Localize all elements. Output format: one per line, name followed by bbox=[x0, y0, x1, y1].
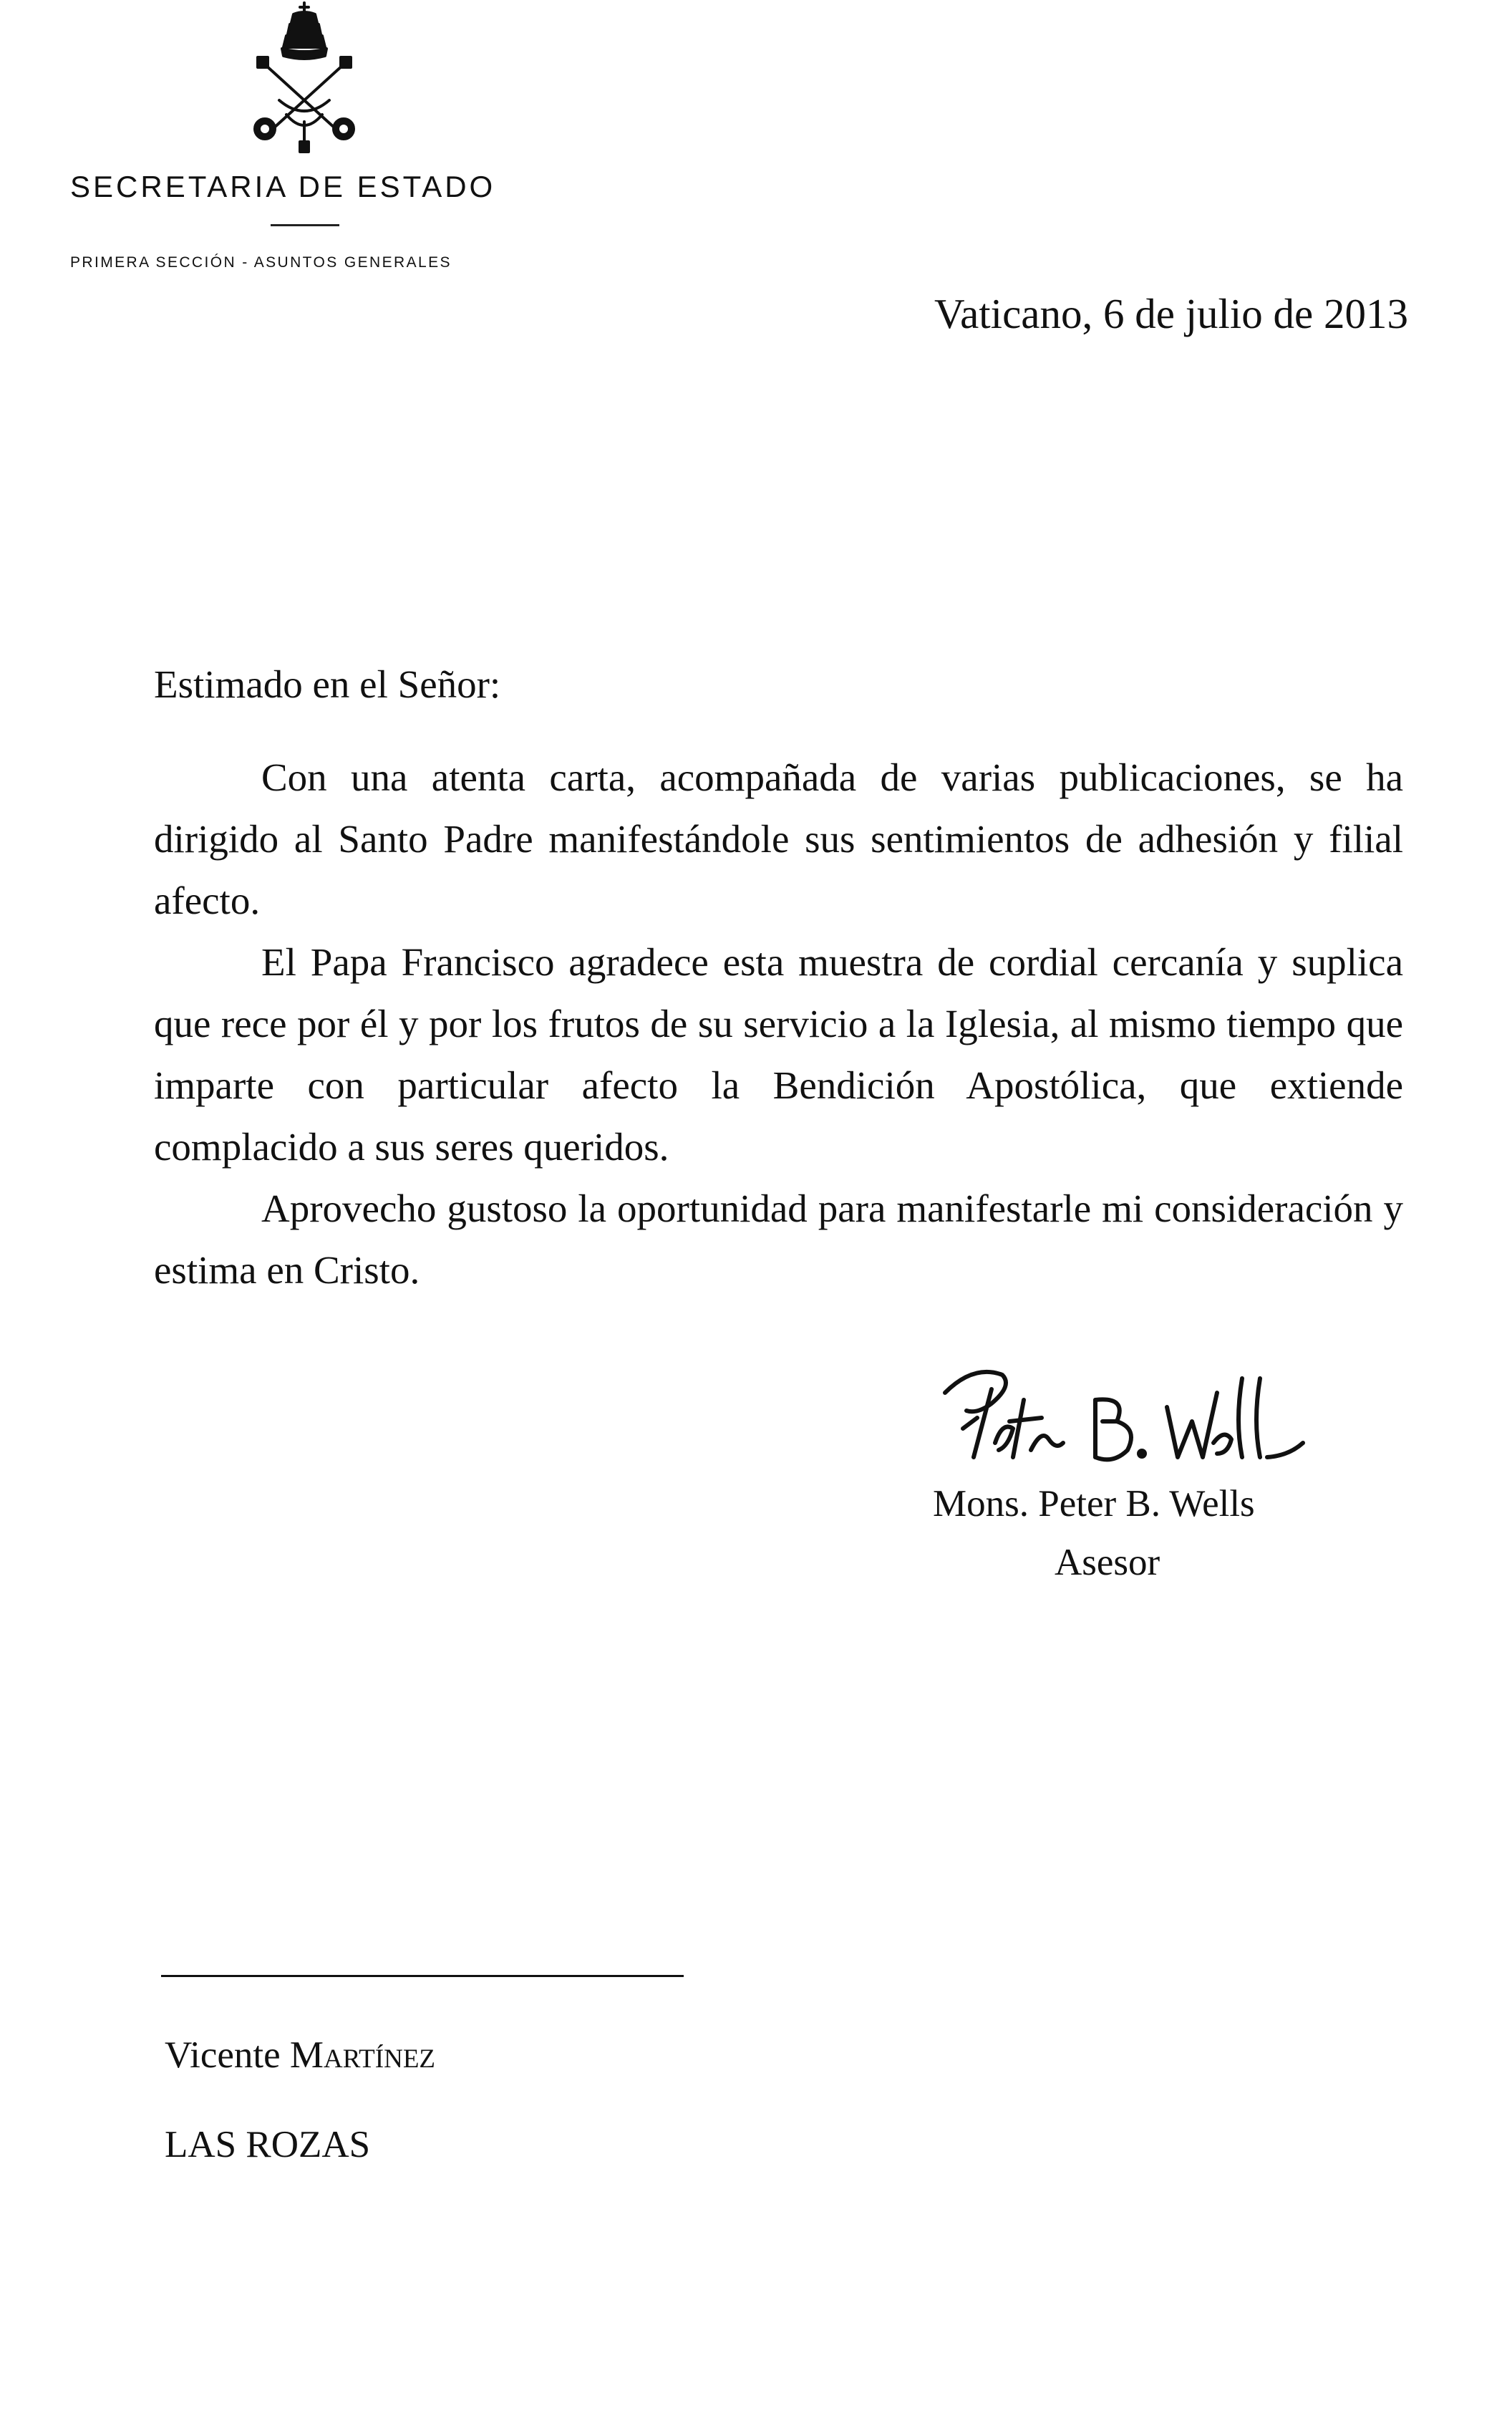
date-line: Vaticano, 6 de julio de 2013 bbox=[934, 290, 1408, 337]
recipient-divider bbox=[161, 1975, 684, 1977]
handwritten-signature bbox=[924, 1350, 1324, 1475]
papal-coat-of-arms-icon bbox=[236, 0, 372, 154]
signer-title: Asesor bbox=[1055, 1542, 1160, 1583]
signer-name: Mons. Peter B. Wells bbox=[933, 1483, 1255, 1525]
paragraph: Aprovecho gustoso la oportunidad para manifestarle mi consideración y estima en Cristo. bbox=[154, 1187, 1403, 1292]
salutation: Estimado en el Señor: bbox=[154, 662, 501, 706]
recipient-first-name: Vicente bbox=[165, 2034, 281, 2076]
paragraph: Con una atenta carta, acompañada de varias publicaciones, se ha dirigido al Santo Padre manifestándole sus sentimientos de adhesión y filial afecto. bbox=[154, 755, 1403, 922]
recipient-last-name: Martínez bbox=[289, 2034, 436, 2076]
paragraph: El Papa Francisco agradece esta muestra de cordial cercanía y suplica que rece por él y por los frutos de su servicio a la Iglesia, al mismo tiempo que imparte con particular afecto la Bendición Apostólica, que extiende complacido a sus seres queridos. bbox=[154, 940, 1403, 1169]
section-subtitle: PRIMERA SECCIÓN - ASUNTOS GENERALES bbox=[70, 254, 452, 271]
department-title: SECRETARIA DE ESTADO bbox=[70, 170, 496, 203]
letterhead-divider bbox=[271, 224, 339, 226]
letter-body bbox=[154, 747, 1403, 1301]
recipient-city: LAS ROZAS bbox=[165, 2124, 371, 2165]
recipient-name bbox=[165, 2034, 435, 2077]
